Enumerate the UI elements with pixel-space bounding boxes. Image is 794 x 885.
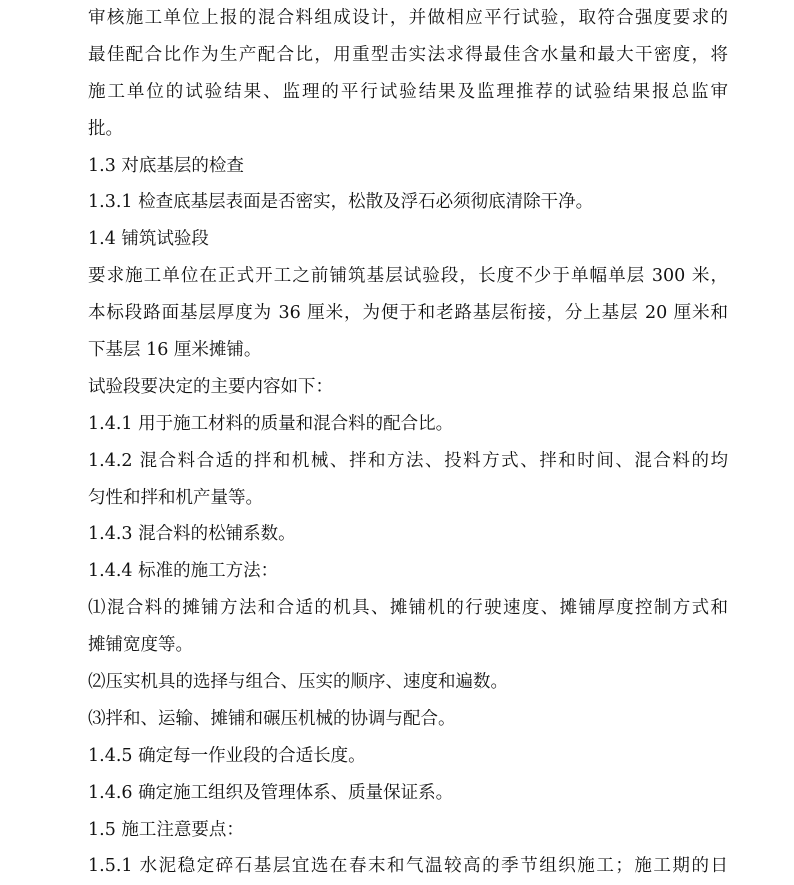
paragraph-line: 本标段路面基层厚度为 36 厘米，为便于和老路基层衔接，分上基层 20 厘米和 (88, 303, 728, 324)
list-item: 1.4.2 混合料合适的拌和机械、拌和方法、投料方式、拌和时间、混合料的均 (88, 450, 728, 471)
list-item: 1.4.6 确定施工组织及管理体系、质量保证系。 (88, 782, 454, 803)
list-item: ⑶拌和、运输、摊铺和碾压机械的协调与配合。 (88, 708, 456, 729)
list-item: 1.4.5 确定每一作业段的合适长度。 (88, 745, 366, 766)
document-body (88, 0, 728, 885)
paragraph-line: 试验段要决定的主要内容如下： (88, 376, 333, 397)
list-item: 1.4.1 用于施工材料的质量和混合料的配合比。 (88, 413, 454, 434)
list-item: 1.4.3 混合料的松铺系数。 (88, 524, 296, 545)
paragraph-line: 批。 (88, 118, 123, 139)
list-item: ⑴混合料的摊铺方法和合适的机具、摊铺机的行驶速度、摊铺厚度控制方式和 (88, 598, 728, 619)
paragraph-line: 施工单位的试验结果、监理的平行试验结果及监理推荐的试验结果报总监审 (88, 81, 728, 102)
paragraph-line: 1.3.1 检查底基层表面是否密实，松散及浮石必须彻底清除干净。 (88, 192, 594, 213)
list-item: 1.4.4 标准的施工方法： (88, 561, 279, 582)
list-item: 1.5.1 水泥稳定碎石基层宜选在春末和气温较高的季节组织施工；施工期的日 (88, 856, 728, 877)
paragraph-line: 摊铺宽度等。 (88, 635, 193, 656)
paragraph-line: 审核施工单位上报的混合料组成设计，并做相应平行试验，取符合强度要求的 (88, 8, 728, 28)
section-heading: 1.3 对底基层的检查 (88, 155, 244, 176)
list-item: ⑵压实机具的选择与组合、压实的顺序、速度和遍数。 (88, 672, 508, 693)
section-heading: 1.5 施工注意要点： (88, 819, 244, 840)
paragraph-line: 下基层 16 厘米摊铺。 (88, 340, 262, 361)
paragraph-line: 要求施工单位在正式开工之前铺筑基层试验段，长度不少于单幅单层 300 米， (88, 266, 728, 287)
paragraph-line: 匀性和拌和机产量等。 (88, 487, 263, 508)
section-heading: 1.4 铺筑试验段 (88, 229, 209, 250)
paragraph-line: 最佳配合比作为生产配合比，用重型击实法求得最佳含水量和最大干密度，将 (88, 44, 728, 65)
